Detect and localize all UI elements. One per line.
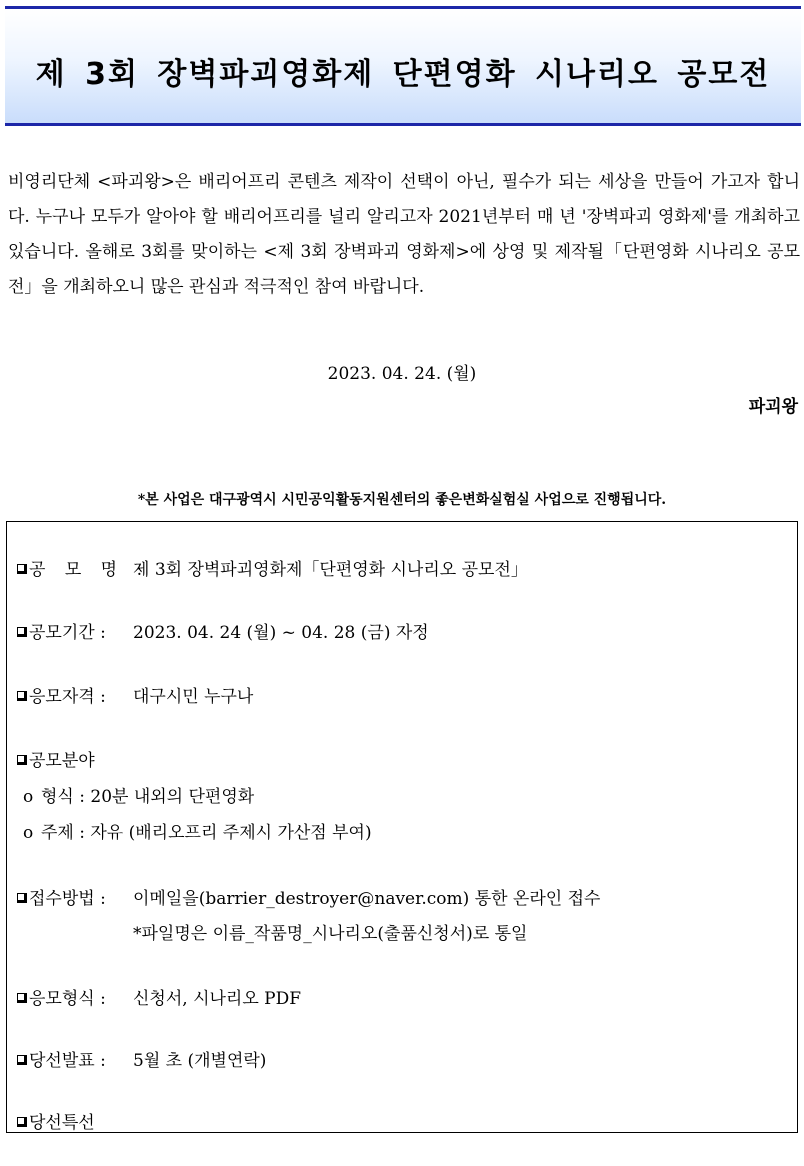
intro-paragraph: 비영리단체 <파괴왕>은 배리어프리 콘텐츠 제작이 선택이 아닌, 필수가 되는 세상을 만들어 가고자 합니다. 누구나 모두가 알아야 할 배리어프리를 널리 알리고자 2021년부터 매 년 '장벽파괴 영화제'를 개최하고 있습니다. 올해로 3회를 맞이하는 <제 3회 장벽파괴 영화제>에 상영 및 제작될「단편영화 시나리오 공모전」을 개최하오니 많은 관심과 적극적인 참여 바랍니다. xyxy=(8,172,800,297)
circle-bullet-icon: o xyxy=(23,823,34,843)
info-announcement: 당선발표 : 5월 초 (개별연락) xyxy=(17,1046,266,1071)
announcement-date: 2023. 04. 24. (월) xyxy=(327,364,477,384)
page-title: 제 3회 장벽파괴영화제 단편영화 시나리오 공모전 xyxy=(35,57,771,92)
contest-info-box xyxy=(6,521,798,1133)
info-entry-format: 응모형식 : 신청서, 시나리오 PDF xyxy=(17,984,301,1009)
checkbox-icon xyxy=(17,755,27,765)
info-submission: 접수방법 : 이메일을(barrier_destroyer@naver.com) 통한 온라인 접수 xyxy=(17,884,600,909)
info-field-format: o 형식 : 20분 내외의 단편영화 xyxy=(23,787,255,807)
info-eligibility: 응모자격 : 대구시민 누구나 xyxy=(17,682,253,707)
checkbox-icon xyxy=(17,691,27,701)
info-field: 공모분야 xyxy=(17,746,95,771)
checkbox-icon xyxy=(17,627,27,637)
sponsor-notice: *본 사업은 대구광역시 시민공익활동지원센터의 좋은변화실험실 사업으로 진행됩니다. xyxy=(137,492,667,508)
checkbox-icon xyxy=(17,1117,27,1127)
checkbox-icon xyxy=(17,893,27,903)
info-period: 공모기간 : 2023. 04. 24 (월) ~ 04. 28 (금) 자정 xyxy=(17,618,429,643)
info-contest-name: 공 모 명 :제 3회 장벽파괴영화제「단편영화 시나리오 공모전」 xyxy=(17,555,528,580)
checkbox-icon xyxy=(17,993,27,1003)
info-benefits: 당선특선 xyxy=(17,1108,95,1133)
checkbox-icon xyxy=(17,1055,27,1065)
checkbox-icon xyxy=(17,564,27,574)
circle-bullet-icon: o xyxy=(23,787,34,807)
info-submission-note: *파일명은 이름_작품명_시나리오(출품신청서)로 통일 xyxy=(133,924,528,944)
title-banner xyxy=(5,6,801,126)
info-field-theme: o 주제 : 자유 (배리오프리 주제시 가산점 부여) xyxy=(23,823,372,843)
organizer-name: 파괴왕 xyxy=(748,397,798,417)
